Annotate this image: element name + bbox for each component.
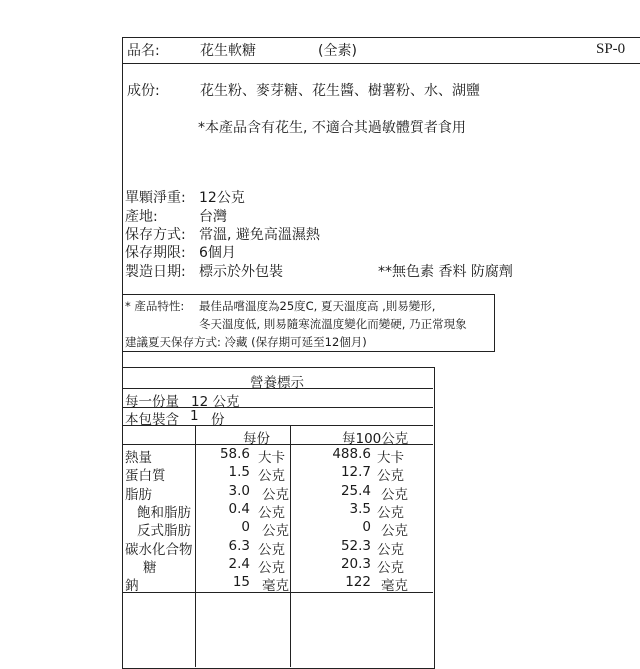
per-serving-value: 2.4	[228, 556, 250, 572]
servings-count: 1	[190, 408, 199, 424]
spec-value: 常溫, 避免高溫濕熱	[199, 227, 320, 243]
header-divider	[122, 63, 640, 64]
per-100g-value: 20.3	[340, 556, 371, 572]
per-100g-unit: 公克	[377, 542, 404, 558]
per-serving-unit: 毫克	[262, 578, 289, 594]
per-100g-unit: 公克	[377, 468, 404, 484]
per-serving-unit: 公克	[262, 523, 289, 539]
spec-value: 標示於外包裝	[199, 264, 283, 280]
product-name-label: 品名:	[127, 43, 160, 59]
per-100g-value: 122	[345, 574, 371, 590]
diet-type: (全素)	[318, 43, 357, 59]
characteristics-line-1: 最佳品嚐溫度為25度C, 夏天溫度高 ,則易變形,	[199, 299, 436, 313]
spec-label: 單顆淨重:	[125, 190, 186, 206]
spec-value: 12公克	[199, 190, 245, 206]
per-serving-value: 3.0	[228, 483, 250, 499]
per-serving-value: 1.5	[228, 464, 250, 480]
per-100g-unit: 毫克	[381, 578, 408, 594]
spec-label: 產地:	[125, 209, 158, 225]
characteristics-line-2: 冬天溫度低, 則易隨寒流溫度變化而變硬, 乃正常現象	[199, 317, 467, 331]
nutrition-divider	[122, 592, 433, 593]
no-additives-note: **無色素 香料 防腐劑	[378, 264, 513, 280]
per-serving-unit: 大卡	[258, 450, 285, 466]
per-serving-unit: 公克	[258, 560, 285, 576]
nutrient-name: 蛋白質	[125, 468, 166, 484]
per-100g-unit: 公克	[377, 505, 404, 521]
per-100g-unit: 大卡	[377, 450, 404, 466]
nutrient-name: 反式脂肪	[137, 523, 191, 539]
per-serving-value: 6.3	[228, 538, 250, 554]
per-100g-value: 488.6	[332, 446, 371, 462]
nutrient-name: 鈉	[125, 578, 139, 594]
serving-size: 12 公克	[191, 394, 240, 410]
col-header-per-serving: 每份	[243, 431, 270, 447]
servings-label: 本包裝含	[125, 412, 179, 428]
per-100g-unit: 公克	[377, 560, 404, 576]
nutrition-divider	[122, 444, 433, 445]
per-100g-value: 12.7	[340, 464, 371, 480]
per-100g-value: 0	[362, 519, 371, 535]
nutrient-name: 糖	[143, 560, 157, 576]
spec-value: 6個月	[199, 245, 236, 261]
storage-advice: 建議夏天保存方式: 冷藏 (保存期可延至12個月)	[125, 335, 367, 349]
per-100g-unit: 公克	[381, 523, 408, 539]
col-header-per-100g: 每100公克	[342, 431, 409, 447]
column-divider	[290, 425, 291, 667]
ingredients-label: 成份:	[127, 83, 160, 99]
spec-label: 製造日期:	[125, 264, 186, 280]
per-100g-unit: 公克	[381, 487, 408, 503]
per-serving-unit: 公克	[258, 505, 285, 521]
nutrient-name: 熱量	[125, 450, 152, 466]
per-serving-unit: 公克	[258, 468, 285, 484]
characteristics-label: * 產品特性:	[125, 299, 185, 313]
per-100g-value: 3.5	[349, 501, 371, 517]
product-code: SP-0	[596, 41, 626, 57]
per-serving-value: 15	[232, 574, 250, 590]
nutrient-name: 脂肪	[125, 487, 152, 503]
spec-value: 台灣	[199, 209, 227, 225]
per-serving-unit: 公克	[262, 487, 289, 503]
column-divider	[195, 425, 196, 667]
spec-label: 保存期限:	[125, 245, 186, 261]
servings-unit: 份	[211, 412, 225, 428]
per-serving-value: 0	[241, 519, 250, 535]
spec-label: 保存方式:	[125, 227, 186, 243]
serving-label: 每一份量	[125, 394, 179, 410]
per-100g-value: 25.4	[340, 483, 371, 499]
product-name: 花生軟糖	[200, 43, 256, 59]
nutrient-name: 飽和脂肪	[137, 505, 191, 521]
ingredients: 花生粉、麥芽糖、花生醬、樹薯粉、水、湖鹽	[200, 83, 480, 99]
per-serving-value: 0.4	[228, 501, 250, 517]
per-100g-value: 52.3	[340, 538, 371, 554]
nutrition-title: 營養標示	[250, 375, 304, 391]
nutrition-divider	[122, 425, 433, 426]
per-serving-unit: 公克	[258, 542, 285, 558]
per-serving-value: 58.6	[219, 446, 250, 462]
nutrient-name: 碳水化合物	[125, 542, 193, 558]
allergy-note: *本產品含有花生, 不適合其過敏體質者食用	[198, 120, 466, 136]
nutrition-divider	[122, 388, 433, 389]
